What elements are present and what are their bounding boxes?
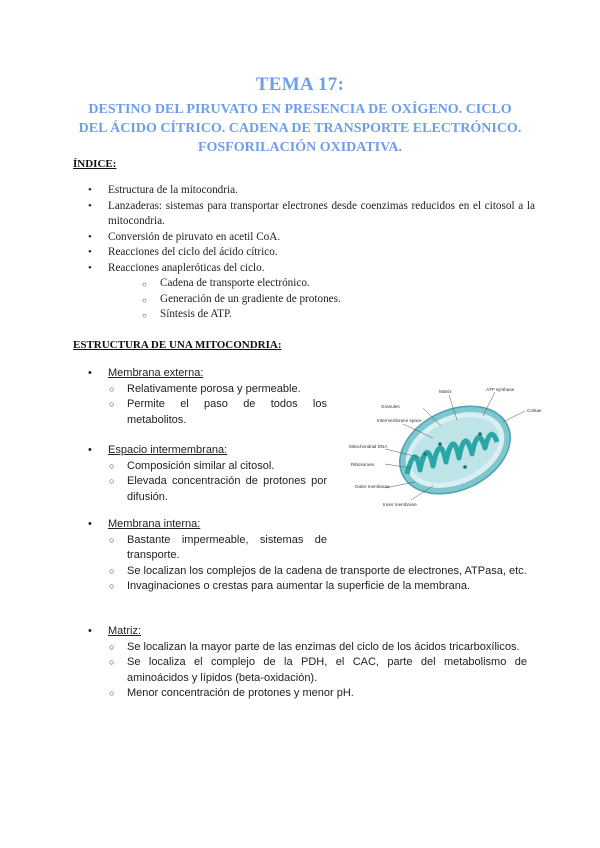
section-title: • Espacio intermembrana: — [75, 443, 327, 459]
section-title: • Membrana externa: — [75, 366, 327, 382]
section-outer-membrane — [75, 366, 327, 428]
topic-subtitle-line: DEL ÁCIDO CÍTRICO. CADENA DE TRANSPORTE ELECTRÓNICO. — [78, 121, 522, 136]
diagram-label: Cristae — [527, 408, 542, 413]
topic-subtitle-line: DESTINO DEL PIRUVATO EN PRESENCIA DE OXÍGENO. CICLO — [88, 102, 512, 117]
section-item: ○ Se localizan los complejos de la cadena de transporte de electrones, ATPasa, etc. — [75, 564, 527, 580]
diagram-label: Mitochondrial DNA — [349, 444, 388, 449]
index-item: • Conversión de piruvato en acetil CoA. — [75, 230, 535, 246]
index-heading: ÍNDICE: — [73, 158, 117, 170]
index-subitem: ○ Síntesis de ATP. — [108, 307, 535, 323]
section-intermembrane-space — [75, 443, 327, 505]
section-item: ○ Se localizan la mayor parte de las enzimas del ciclo de los ácidos tricarboxílicos. — [75, 640, 527, 656]
diagram-label: ATP synthase — [486, 387, 515, 392]
index-item-text: Reacciones anapleróticas del ciclo. — [108, 261, 265, 274]
diagram-label: Inner membrane — [383, 502, 417, 507]
diagram-label: Ribosomes — [351, 462, 374, 467]
mitochondrion-diagram — [345, 382, 545, 517]
section-matrix — [75, 624, 527, 702]
topic-subtitle-line: FOSFORILACIÓN OXIDATIVA. — [197, 140, 403, 155]
section-item: ○ Se localiza el complejo de la PDH, el CAC, parte del metabolismo de aminoácidos y lípidos (beta-oxidación). — [75, 655, 527, 686]
section-item: ○ Composición similar al citosol. — [75, 459, 327, 475]
diagram-label: Granules — [381, 404, 400, 409]
index-item: • Lanzaderas: sistemas para transportar electrones desde coenzimas reducidos en el citosol a la mitocondria. — [75, 199, 535, 230]
diagram-label: Outer membrane — [355, 484, 390, 489]
structure-heading: ESTRUCTURA DE UNA MITOCONDRIA: — [73, 339, 282, 351]
title-block — [60, 74, 540, 157]
section-item: ○ Menor concentración de protones y menor pH. — [75, 686, 527, 702]
index-item — [75, 261, 535, 323]
index-sublist — [108, 276, 535, 323]
index-item: • Reacciones del ciclo del ácido cítrico. — [75, 245, 535, 261]
section-item: ○ Relativamente porosa y permeable. — [75, 382, 327, 398]
section-item: ○ Bastante impermeable, sistemas de transporte. — [75, 533, 327, 564]
index-subitem: ○ Generación de un gradiente de protones. — [108, 292, 535, 308]
index-subitem: ○ Cadena de transporte electrónico. — [108, 276, 535, 292]
mitochondrion-illustration — [386, 389, 525, 511]
section-item: ○ Invaginaciones o crestas para aumentar la superficie de la membrana. — [75, 579, 527, 595]
diagram-label: Matrix — [439, 389, 452, 394]
index-item: • Estructura de la mitocondria. — [75, 183, 535, 199]
index-list — [75, 183, 535, 323]
section-item: ○ Elevada concentración de protones por difusión. — [75, 474, 327, 505]
topic-heading: TEMA 17: — [255, 74, 345, 95]
section-title: • Matriz: — [75, 624, 527, 640]
section-inner-membrane — [75, 517, 527, 595]
section-item: ○ Permite el paso de todos los metabolitos. — [75, 397, 327, 428]
section-title: • Membrana interna: — [75, 517, 527, 533]
diagram-label: Intermembrane space — [377, 418, 422, 423]
